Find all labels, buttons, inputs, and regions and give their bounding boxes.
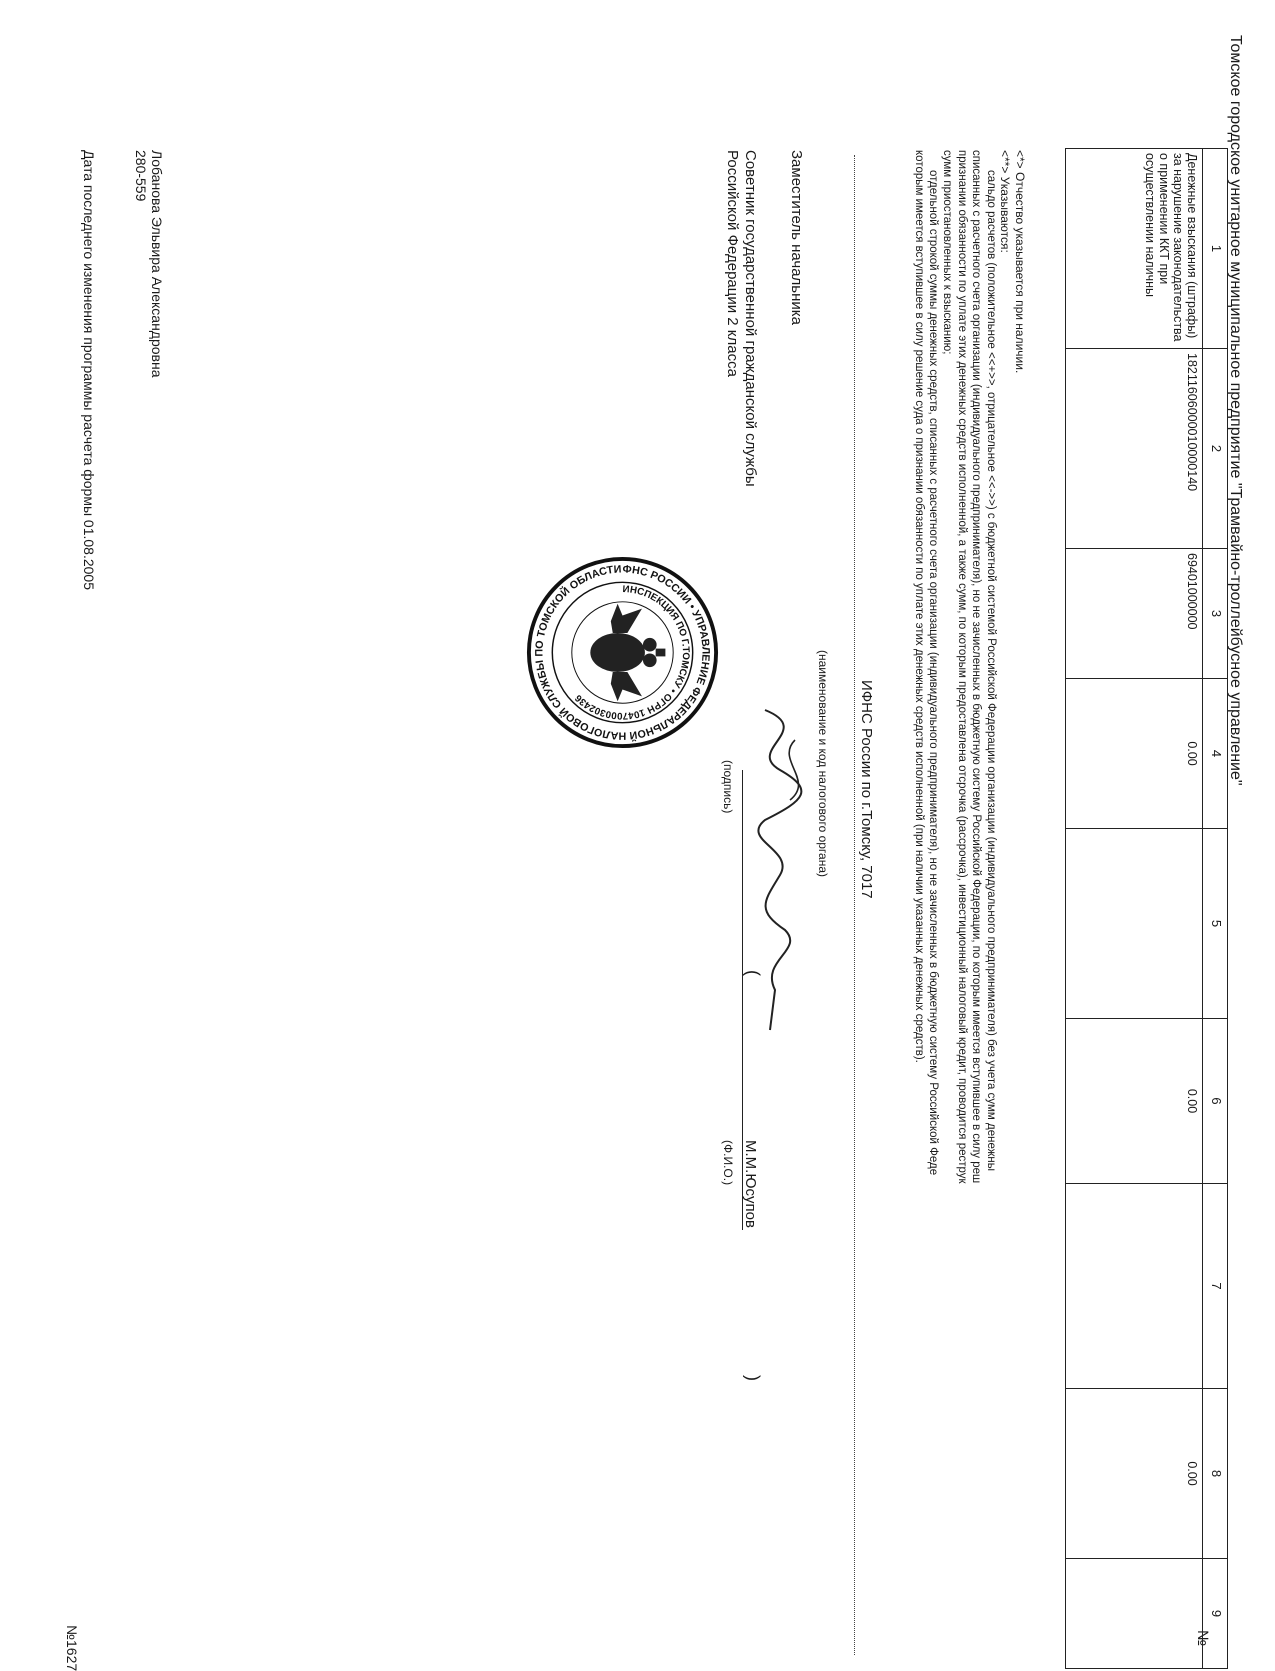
signature-caption: (подпись) bbox=[721, 760, 735, 814]
header-cell: 4 bbox=[1203, 679, 1228, 829]
value-cell-7 bbox=[1066, 1184, 1203, 1389]
page-number: № bbox=[1194, 1630, 1211, 1647]
header-cell: 7 bbox=[1203, 1184, 1228, 1389]
table-header-row bbox=[1203, 149, 1228, 1669]
dotted-separator bbox=[854, 155, 855, 1655]
handwritten-signature bbox=[725, 700, 835, 1040]
value-cell-6: 0.00 bbox=[1066, 1019, 1203, 1184]
header-cell: 6 bbox=[1203, 1019, 1228, 1184]
official-stamp bbox=[525, 555, 720, 750]
footnote-2: <**> Указываются: bbox=[998, 150, 1012, 253]
paren-open: ( bbox=[743, 970, 763, 976]
value-cell-4: 0.00 bbox=[1066, 679, 1203, 829]
signatory-fio: М.М.Юсупов bbox=[742, 1140, 759, 1228]
footnote-text: сумм приостановленных к взысканию; bbox=[941, 150, 953, 355]
header-cell: 5 bbox=[1203, 829, 1228, 1019]
eagle-emblem-icon bbox=[590, 604, 665, 702]
organization-title: Томское городское унитарное муниципальное предприятие "Трамвайно-троллейбусное управление" bbox=[1227, 35, 1244, 786]
payment-name-cell: Денежные взыскания (штрафы) за нарушение законодательства о применении ККТ при осуществлении наличны bbox=[1066, 149, 1203, 349]
footnote-text: списанных с расчетного счета организации (индивидуального предпринимателя), но не зачисленных в бюджетную систему Российской Федерации, по которым имеется вступившее в силу реш bbox=[970, 150, 982, 1184]
executor-phone: 280-559 bbox=[133, 150, 149, 202]
footnote-text: отдельной строкой суммы денежных средств, списанных с расчетного счета организации (индивидуального предпринимателя), но не зачисленных в бюджетную систему Российской Феде bbox=[927, 170, 939, 1176]
header-cell: 1 bbox=[1203, 149, 1228, 349]
tax-authority-name: ИФНС России по г.Томску, 7017 bbox=[858, 680, 875, 899]
header-cell: 8 bbox=[1203, 1389, 1228, 1559]
kbk-cell: 18211606000010000140 bbox=[1066, 349, 1203, 549]
document-number: №1627 bbox=[64, 1625, 80, 1671]
signatory-position: Российской Федерации 2 класса bbox=[724, 150, 741, 377]
header-cell: 3 bbox=[1203, 549, 1228, 679]
executor-name: Лобанова Эльвира Александровна bbox=[149, 150, 165, 378]
value-cell-5 bbox=[1066, 829, 1203, 1019]
signatory-position: Заместитель начальника bbox=[788, 150, 805, 326]
paren-close: ) bbox=[743, 1375, 763, 1381]
footer-note: Дата последнего изменения программы расчета формы 01.08.2005 bbox=[81, 150, 97, 590]
debt-table bbox=[1065, 148, 1228, 1669]
value-cell-9 bbox=[1066, 1559, 1203, 1669]
footnote-text: сальдо расчетов (положительное <<+>>, отрицательное <<->>) с бюджетной системой Российской Федерации организации (индивидуального предпринимателя) без учета сумм денежны bbox=[985, 170, 997, 1172]
footnote-text: признании обязанности по уплате этих денежных средств исполненной, а также сумм, по которым предоставлена отсрочка (рассрочка), инвестиционный налоговый кредит, проводится реструк bbox=[956, 150, 968, 1184]
fio-caption: (Ф.И.О.) bbox=[721, 1140, 735, 1186]
signatory-position: Советник государственной гражданской службы bbox=[742, 150, 759, 487]
footnote-1: <*> Отчество указывается при наличии. bbox=[1013, 150, 1027, 374]
header-cell: 9 bbox=[1203, 1559, 1228, 1669]
value-cell-8: 0.00 bbox=[1066, 1389, 1203, 1559]
header-cell: 2 bbox=[1203, 349, 1228, 549]
tax-authority-caption: (наименование и код налогового органа) bbox=[816, 650, 830, 878]
footnote-text: которым имеется вступившее в силу решение суда о признании обязанности по уплате этих денежных средств исполненной (при наличии указанных денежных средств). bbox=[913, 150, 925, 1063]
stamp-inner-text: ИНСПЕКЦИЯ ПО Г.ТОМСКУ • ОГРН 1047000302436 bbox=[573, 583, 692, 722]
table-row bbox=[1066, 149, 1203, 1669]
okato-cell: 69401000000 bbox=[1066, 549, 1203, 679]
stamp-outer-text: ФНС РОССИИ • УПРАВЛЕНИЕ ФЕДЕРАЛЬНОЙ НАЛОГОВОЙ СЛУЖБЫ ПО ТОМСКОЙ ОБЛАСТИ bbox=[533, 563, 712, 742]
